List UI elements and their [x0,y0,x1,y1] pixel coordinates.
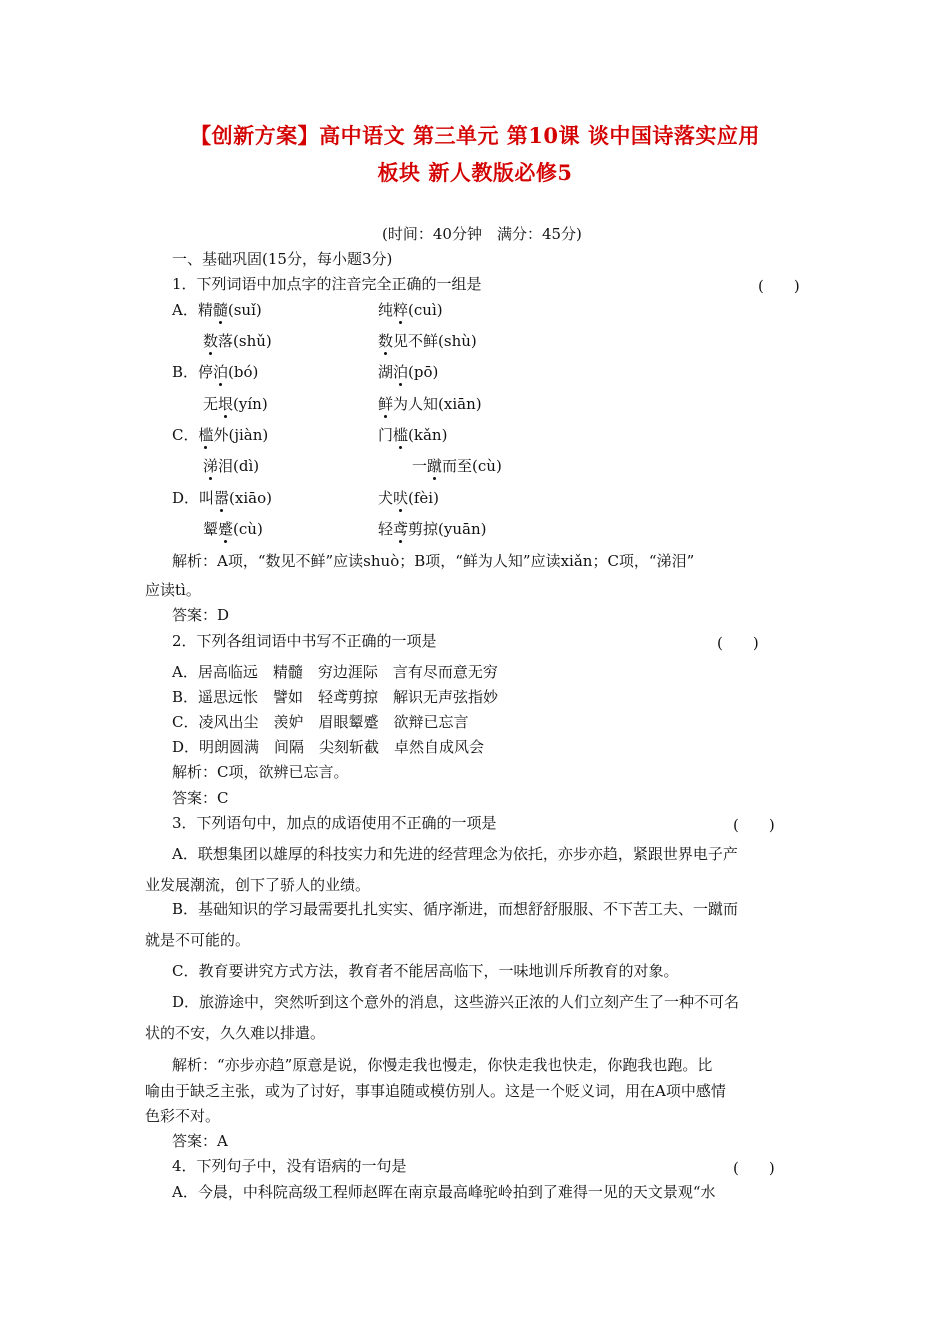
q3-answer: 答案：A [172,1132,228,1150]
doc-title-line-2: 板块 新人教版必修5 [377,160,573,185]
q1-option-d4: 轻鸢剪掠(yuān) [378,520,487,538]
q1-answer: 答案：D [172,606,230,624]
q1-option-c1: C．槛外(jiàn) [172,426,269,444]
q1-option-b1: B．停泊(bó) [172,363,259,381]
doc-title-line-1: 【创新方案】高中语文 第三单元 第10课 谈中国诗落实应用 [190,123,760,148]
q4-answer-paren: ( ) [733,1159,775,1177]
exam-meta: (时间：40分钟 满分：45分) [382,225,582,243]
q3-option-a-line-2: 业发展潮流，创下了骄人的业绩。 [145,876,371,894]
q2-answer: 答案：C [172,789,229,807]
q1-option-a3: 数落(shǔ) [203,332,272,350]
q3-analysis-line-1: 解析：“亦步亦趋”原意是说，你慢走我也慢走，你快走我也快走，你跑我也跑。比 [172,1056,713,1074]
q1-option-b3: 无垠(yín) [203,395,268,413]
q3-option-b-line-2: 就是不可能的。 [145,931,251,949]
q1-option-c4: 一蹴而至(cù) [412,457,502,475]
q2-option-a: A．居高临远 精髓 穷边涯际 言有尽而意无穷 [172,663,498,681]
q1-option-b2: 湖泊(pō) [378,363,439,381]
q3-answer-paren: ( ) [733,816,775,834]
q3-analysis-line-2: 喻由于缺乏主张，或为了讨好，事事追随或模仿别人。这是一个贬义词，用在A项中感情 [145,1082,726,1100]
q1-analysis-line-1: 解析：A项，“数见不鲜”应读shuò；B项，“鲜为人知”应读xiǎn；C项，“涕泪” [172,552,695,570]
q3-option-d-line-1: D．旅游途中，突然听到这个意外的消息，这些游兴正浓的人们立刻产生了一种不可名 [172,993,740,1011]
q1-option-a1: A．精髓(suǐ) [172,301,262,319]
q3-stem: 3．下列语句中，加点的成语使用不正确的一项是 [172,814,497,832]
q1-option-d1: D．叫嚣(xiāo) [172,489,272,507]
q3-analysis-line-3: 色彩不对。 [145,1107,221,1125]
q1-analysis-line-2: 应读tì。 [145,581,201,599]
q3-option-d-line-2: 状的不安，久久难以排遣。 [145,1024,326,1042]
q2-answer-paren: ( ) [717,634,759,652]
q1-option-c2: 门槛(kǎn) [378,426,448,444]
q2-option-c: C．凌风出尘 羡妒 眉眼颦蹙 欲辩已忘言 [172,713,469,731]
q1-option-a2: 纯粹(cuì) [378,301,443,319]
q2-option-b: B．遥思远怅 譬如 轻鸢剪掠 解识无声弦指妙 [172,688,499,706]
q1-option-a4: 数见不鲜(shù) [378,332,477,350]
q2-stem: 2．下列各组词语中书写不正确的一项是 [172,632,437,650]
q1-stem: 1．下列词语中加点字的注音完全正确的一组是 [172,275,482,293]
q1-option-b4: 鲜为人知(xiān) [378,395,482,413]
q2-option-d: D．明朗圆满 间隔 尖刻斩截 卓然自成风会 [172,738,485,756]
q1-option-d2: 犬吠(fèi) [378,489,439,507]
q2-analysis: 解析：C项，欲辨已忘言。 [172,763,349,781]
q3-option-b-line-1: B．基础知识的学习最需要扎扎实实、循序渐进，而想舒舒服服、不下苦工夫、一蹴而 [172,900,739,918]
q3-option-a-line-1: A．联想集团以雄厚的科技实力和先进的经营理念为依托，亦步亦趋，紧跟世界电子产 [172,845,738,863]
q3-option-c: C．教育要讲究方式方法，教育者不能居高临下，一味地训斥所教育的对象。 [172,962,679,980]
q1-option-c3: 涕泪(dì) [203,457,260,475]
q1-option-d3: 颦蹙(cù) [203,520,263,538]
q4-option-a-line-1: A．今晨，中科院高级工程师赵晖在南京最高峰驼岭拍到了难得一见的天文景观“水 [172,1183,716,1201]
section-heading: 一、基础巩固(15分，每小题3分) [172,250,393,268]
q4-stem: 4．下列句子中，没有语病的一句是 [172,1157,407,1175]
q1-answer-paren: ( ) [758,277,800,295]
